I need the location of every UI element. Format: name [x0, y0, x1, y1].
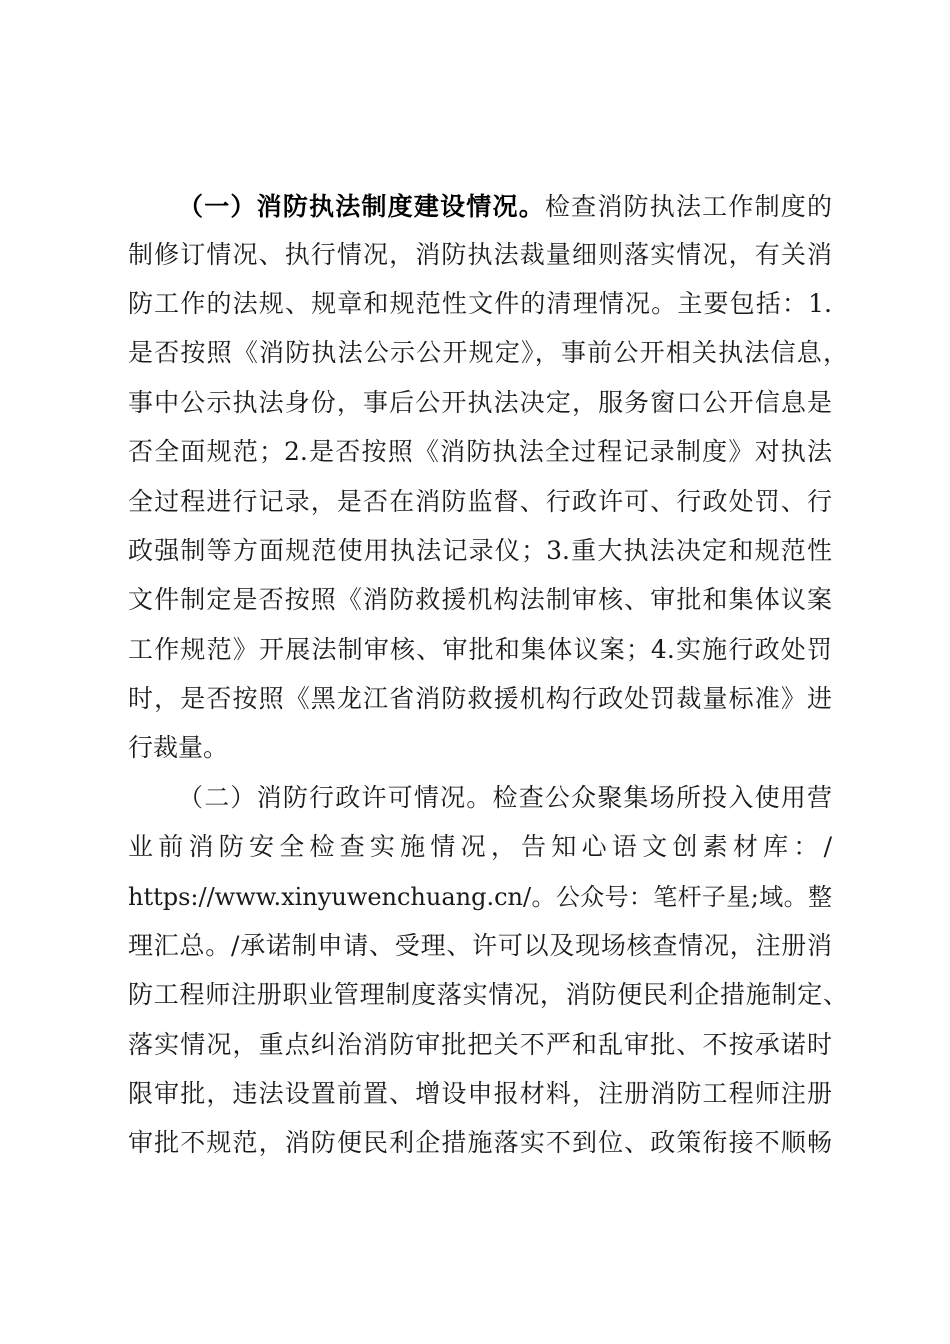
paragraph-1-heading: （一）消防执法制度建设情况。	[178, 192, 545, 221]
paragraph-2-line-5: 防工程师注册职业管理制度落实情况，消防便民利企措施制定、	[128, 980, 848, 1009]
paragraph-1-line-1	[178, 192, 832, 222]
paragraph-1-line-4: 是否按照《消防执法公示公开规定》，事前公开相关执法信息，	[128, 338, 848, 367]
paragraph-1-line-8: 政强制等方面规范使用执法记录仪；3.重大执法决定和规范性	[128, 536, 832, 565]
paragraph-2-line-2: 业前消防安全检查实施情况，告知心语文创素材库：/	[128, 832, 832, 861]
paragraph-2-line-4: 理汇总。/承诺制申请、受理、许可以及现场核查情况，注册消	[128, 931, 832, 960]
paragraph-2-line-8: 审批不规范，消防便民利企措施落实不到位、政策衔接不顺畅	[128, 1128, 832, 1157]
paragraph-1-line-3: 防工作的法规、规章和规范性文件的清理情况。主要包括：1.	[128, 289, 832, 318]
paragraph-1-line-12: 行裁量。	[128, 733, 229, 762]
paragraph-2-line-7: 限审批，违法设置前置、增设申报材料，注册消防工程师注册	[128, 1079, 832, 1108]
paragraph-2-line-3: https://www.xinyuwenchuang.cn/。公众号：笔杆子星;域。整	[128, 883, 832, 911]
paragraph-1-line-5: 事中公示执法身份，事后公开执法决定，服务窗口公开信息是	[128, 388, 832, 417]
paragraph-1-line-10: 工作规范》开展法制审核、审批和集体议案；4.实施行政处罚	[128, 635, 832, 664]
paragraph-2-line-1: （二）消防行政许可情况。检查公众聚集场所投入使用营	[178, 783, 832, 812]
paragraph-1-line-11: 时，是否按照《黑龙江省消防救援机构行政处罚裁量标准》进	[128, 684, 832, 713]
paragraph-1-line-1-text: 检查消防执法工作制度的	[544, 192, 832, 221]
paragraph-1-line-9: 文件制定是否按照《消防救援机构法制审核、审批和集体议案	[128, 585, 832, 614]
paragraph-1-line-6: 否全面规范；2.是否按照《消防执法全过程记录制度》对执法	[128, 437, 832, 466]
paragraph-1-line-2: 制修订情况、执行情况，消防执法裁量细则落实情况，有关消	[128, 240, 832, 269]
paragraph-1-line-7: 全过程进行记录，是否在消防监督、行政许可、行政处罚、行	[128, 487, 832, 516]
paragraph-2-line-6: 落实情况，重点纠治消防审批把关不严和乱审批、不按承诺时	[128, 1030, 832, 1059]
